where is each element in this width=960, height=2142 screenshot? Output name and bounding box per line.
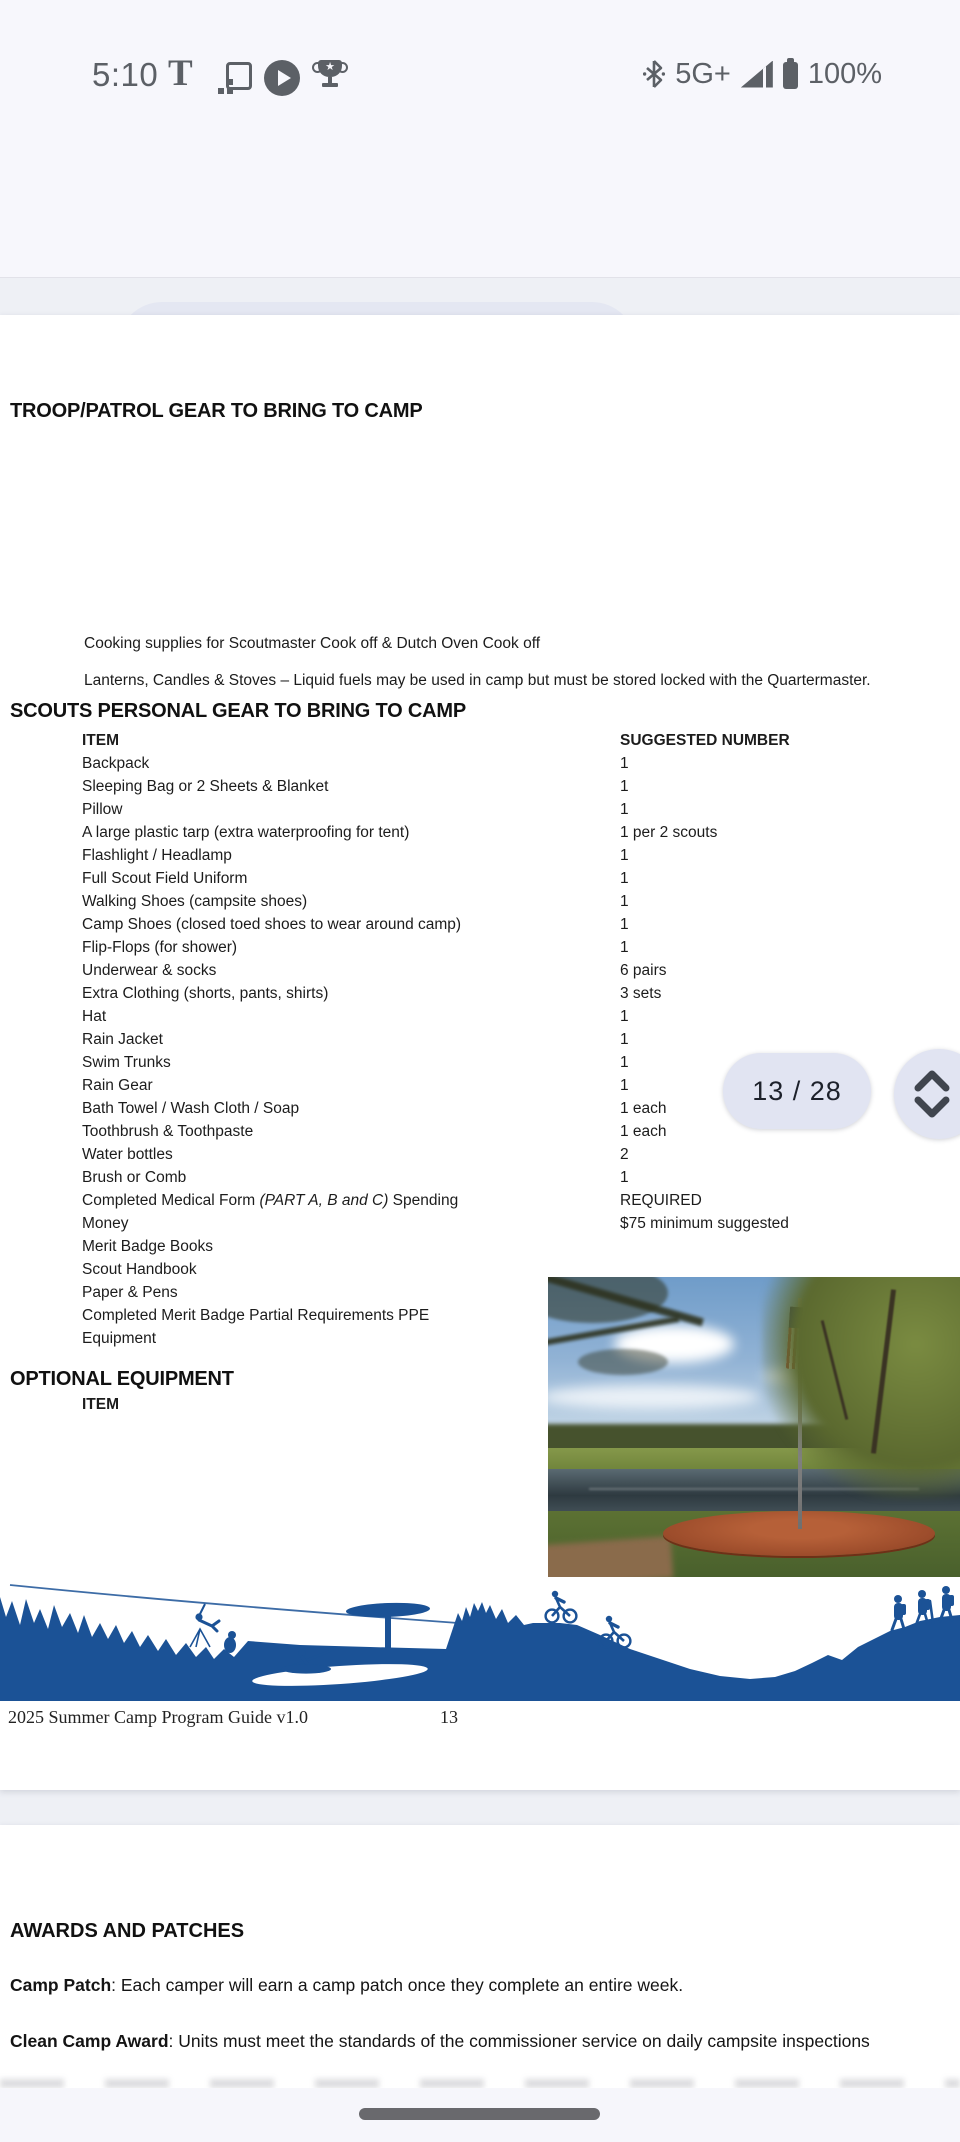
- clock: 5:10: [92, 56, 159, 93]
- gear-table-row: [82, 801, 952, 824]
- camp-flagpole-photo: [548, 1277, 960, 1577]
- gesture-pill[interactable]: [359, 2108, 600, 2120]
- gear-item: Rain Jacket: [82, 1031, 163, 1048]
- battery-icon: [783, 62, 798, 89]
- gear-item: A large plastic tarp (extra waterproofing for tent): [82, 824, 410, 841]
- gear-item: Water bottles: [82, 1146, 173, 1163]
- clean-camp-text: : Units must meet the standards of the commissioner service on daily campsite inspections: [168, 2031, 870, 2051]
- play-notification-icon: [264, 60, 300, 96]
- gear-item: Underwear & socks: [82, 962, 217, 979]
- gear-item: Camp Shoes (closed toed shoes to wear around camp): [82, 916, 462, 933]
- gear-item: Full Scout Field Uniform: [82, 870, 248, 887]
- gear-qty: REQUIRED: [620, 1192, 702, 1209]
- gear-table-row: [82, 1238, 952, 1261]
- gear-qty: 1: [620, 778, 629, 795]
- gear-qty: 6 pairs: [620, 962, 667, 979]
- right-tree: [762, 1277, 960, 1499]
- battery-percent: 100%: [807, 57, 882, 90]
- gear-item: Toothbrush & Toothpaste: [82, 1123, 254, 1140]
- optional-equipment-title: OPTIONAL EQUIPMENT: [10, 1368, 234, 1390]
- document-footer-title: 2025 Summer Camp Program Guide v1.0: [8, 1707, 308, 1727]
- optional-item-header: ITEM: [82, 1396, 120, 1413]
- gear-qty: 1: [620, 1031, 629, 1048]
- item-column-header: ITEM: [82, 732, 120, 749]
- gear-qty: 3 sets: [620, 985, 662, 1002]
- gear-qty: 1: [620, 847, 629, 864]
- gear-qty: 1 per 2 scouts: [620, 824, 718, 841]
- gear-table-row: [82, 893, 952, 916]
- camp-activities-silhouette: [0, 1583, 960, 1701]
- gear-table-row: [82, 939, 952, 962]
- gear-qty: 1: [620, 870, 629, 887]
- pdf-page-14: [0, 1825, 960, 2088]
- gear-item: Money: [82, 1215, 129, 1232]
- clean-camp-label: Clean Camp Award: [10, 2031, 169, 2051]
- camp-patch-label: Camp Patch: [10, 1975, 112, 1995]
- gear-qty: 1 each: [620, 1100, 667, 1117]
- left-foliage: [578, 1349, 668, 1375]
- gear-qty: 1: [620, 916, 629, 933]
- page-indicator[interactable]: [723, 1053, 871, 1129]
- gear-table-row: [82, 916, 952, 939]
- awards-title: AWARDS AND PATCHES: [10, 1920, 245, 1942]
- bluetooth-icon: [643, 58, 665, 90]
- gear-item: Bath Towel / Wash Cloth / Soap: [82, 1100, 300, 1117]
- gear-table-row: [82, 1146, 952, 1169]
- gear-qty: 1: [620, 893, 629, 910]
- lanterns-note: Lanterns, Candles & Stoves – Liquid fuels may be used in camp but must be stored locked with the Quartermaster.: [84, 672, 871, 689]
- gear-table-row: [82, 755, 952, 778]
- gear-item: Paper & Pens: [82, 1284, 178, 1301]
- gear-qty: $75 minimum suggested: [620, 1215, 789, 1232]
- network-type-label: 5G+: [675, 57, 731, 90]
- status-bar: [0, 0, 960, 130]
- gear-table-row: [82, 1031, 952, 1054]
- cooking-note: Cooking supplies for Scoutmaster Cook off & Dutch Oven Cook off: [84, 635, 541, 652]
- gear-item: Flashlight / Headlamp: [82, 847, 232, 864]
- gear-table-row: [82, 985, 952, 1008]
- gear-item: Flip-Flops (for shower): [82, 939, 238, 956]
- gear-item: Scout Handbook: [82, 1261, 197, 1278]
- gear-qty: 1: [620, 939, 629, 956]
- gear-table-row: [82, 1008, 952, 1031]
- camp-patch-line: [10, 1975, 683, 1996]
- cloud: [548, 1385, 760, 1409]
- document-page-number: 13: [440, 1707, 458, 1727]
- gear-item: Sleeping Bag or 2 Sheets & Blanket: [82, 778, 329, 795]
- troop-gear-title: TROOP/PATROL GEAR TO BRING TO CAMP: [10, 400, 423, 422]
- chevron-up-down-icon: [909, 1066, 955, 1122]
- gear-item: Merit Badge Books: [82, 1238, 213, 1255]
- status-indicators: [643, 52, 882, 96]
- gear-item: Completed Medical Form (PART A, B and C) Spending: [82, 1192, 459, 1209]
- gear-item: Equipment: [82, 1330, 157, 1347]
- trophy-notification-icon: ★: [316, 60, 344, 96]
- gear-qty: 2: [620, 1146, 629, 1163]
- gear-qty: 1: [620, 1054, 629, 1071]
- gear-item: Pillow: [82, 801, 123, 818]
- gear-item: Brush or Comb: [82, 1169, 187, 1186]
- gear-qty: 1: [620, 801, 629, 818]
- clipped-text-artifact: [0, 2079, 960, 2088]
- left-foliage: [548, 1277, 668, 1323]
- personal-gear-title: SCOUTS PERSONAL GEAR TO BRING TO CAMP: [10, 700, 466, 722]
- gear-item: Hat: [82, 1008, 107, 1025]
- gear-qty: 1 each: [620, 1123, 667, 1140]
- gear-table-row: [82, 1192, 952, 1215]
- gear-item: Walking Shoes (campsite shoes): [82, 893, 308, 910]
- page-indicator-label: 13 / 28: [752, 1075, 842, 1106]
- signal-icon: [741, 61, 773, 88]
- gear-table-row: [82, 1215, 952, 1238]
- camp-patch-text: : Each camper will earn a camp patch once they complete an entire week.: [111, 1975, 684, 1995]
- suggested-number-column-header: SUGGESTED NUMBER: [620, 732, 790, 749]
- gear-item: Rain Gear: [82, 1077, 153, 1094]
- browser-toolbar: [0, 130, 960, 276]
- gear-item: Completed Merit Badge Partial Requirements PPE: [82, 1307, 430, 1324]
- gear-table-row: [82, 870, 952, 893]
- gear-qty: 1: [620, 1008, 629, 1025]
- gear-table-row: [82, 824, 952, 847]
- gear-table-row: [82, 778, 952, 801]
- gear-item: Swim Trunks: [82, 1054, 171, 1071]
- gear-qty: 1: [620, 1169, 629, 1186]
- gear-qty: 1: [620, 1077, 629, 1094]
- system-navigation-bar: [0, 2088, 960, 2142]
- gear-table-row: [82, 847, 952, 870]
- browser-chrome: [0, 0, 960, 278]
- widgets-notification-icon: [218, 62, 252, 96]
- gear-qty: 1: [620, 755, 629, 772]
- gear-table-row: [82, 1169, 952, 1192]
- gear-item: Extra Clothing (shorts, pants, shirts): [82, 985, 329, 1002]
- nyt-notification-icon: T: [168, 53, 193, 94]
- clean-camp-line: [10, 2031, 870, 2052]
- gear-item: Backpack: [82, 755, 150, 772]
- gear-table-row: [82, 962, 952, 985]
